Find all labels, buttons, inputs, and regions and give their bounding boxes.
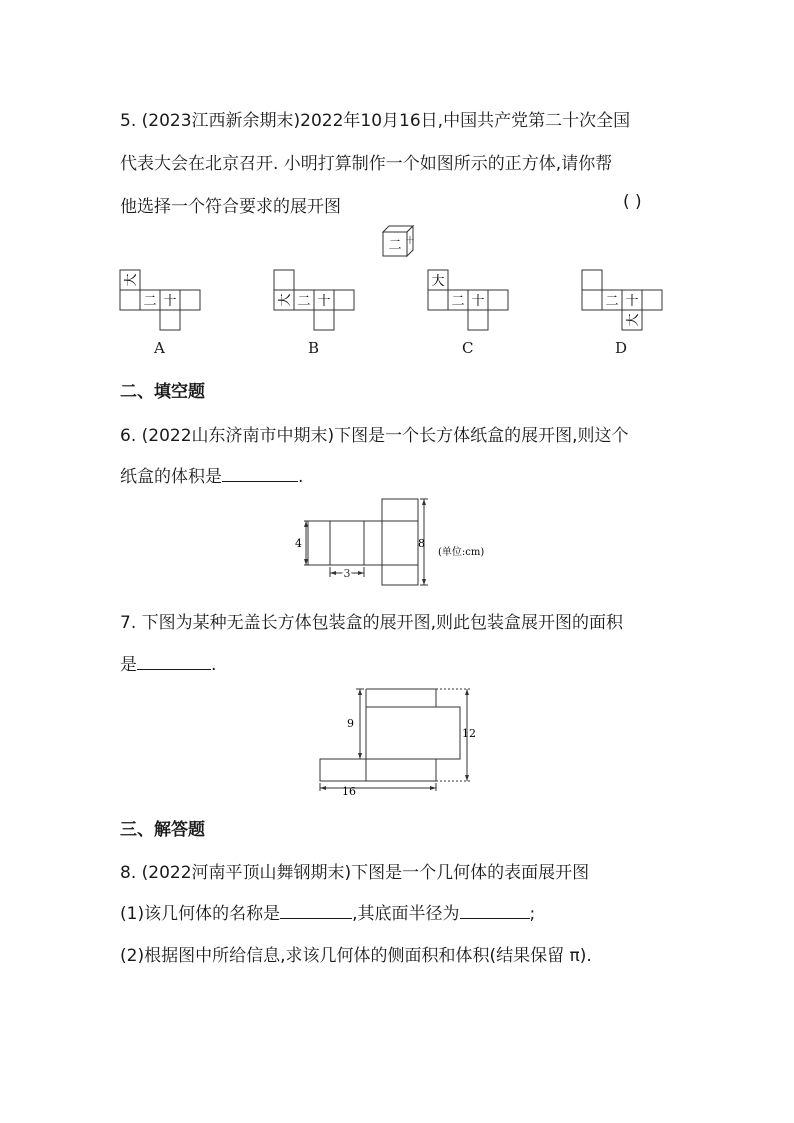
q8-name-blank[interactable] [280, 904, 352, 919]
q7-dim-left-label: 9 [347, 717, 354, 730]
option-c-cell-er: 二 [451, 294, 465, 309]
q5-answer-bracket: ( ) [623, 192, 642, 212]
option-a-label[interactable]: A [154, 339, 165, 357]
q8-line-3: (2)根据图中所给信息,求该几何体的侧面积和体积(结果保留 π). [120, 946, 592, 966]
q8-radius-blank[interactable] [460, 904, 530, 919]
q7-line-2-suffix: . [211, 655, 217, 675]
q7-line-1: 7. 下图为某种无盖长方体包装盒的展开图,则此包装盒展开图的面积 [120, 613, 624, 633]
option-d-cell-shi: 十 [625, 294, 639, 309]
section-fill-in-heading: 二、填空题 [120, 382, 205, 402]
option-c-cell-da: 大 [431, 274, 445, 289]
q6-dim-height-label: 4 [295, 537, 302, 550]
option-c-cell-shi: 十 [471, 294, 485, 309]
q5-option-c-net [428, 270, 508, 330]
option-b-label[interactable]: B [308, 339, 320, 357]
q5-option-b-net [274, 270, 354, 330]
option-d-cell-er: 二 [605, 294, 619, 309]
q7-dim-bottom-label: 16 [342, 785, 356, 798]
option-a-cell-er: 二 [143, 294, 157, 309]
q6-box-net-figure [296, 497, 506, 589]
q5-line-3: 他选择一个符合要求的展开图 [120, 197, 341, 217]
q8-line-2-part-c: ; [529, 904, 536, 924]
q6-dim-width-label: 3 [343, 567, 351, 580]
q6-line-2 [120, 462, 303, 487]
q6-answer-blank[interactable] [222, 467, 298, 482]
q8-line-1: 8. (2022河南平顶山舞钢期末)下图是一个几何体的表面展开图 [120, 863, 590, 883]
q7-line-2 [120, 650, 216, 675]
q7-box-net-figure [312, 683, 482, 799]
q7-answer-blank[interactable] [137, 655, 211, 670]
q6-line-2-suffix: . [298, 467, 304, 487]
q8-line-2 [120, 899, 535, 924]
q5-line-2: 代表大会在北京召开. 小明打算制作一个如图所示的正方体,请你帮 [120, 154, 613, 174]
q5-cube-figure [383, 226, 413, 256]
q8-line-2-part-a: (1)该几何体的名称是 [120, 904, 281, 924]
q6-line-1: 6. (2022山东济南市中期末)下图是一个长方体纸盒的展开图,则这个 [120, 426, 629, 446]
cube-side-char: 十 [406, 236, 414, 245]
q8-line-2-part-b: ,其底面半径为 [352, 904, 460, 924]
q6-dim-total-label: 8 [418, 537, 425, 550]
cube-front-char: 二 [388, 238, 402, 253]
q7-dim-right-label: 12 [462, 727, 476, 740]
q5-option-a-net [120, 270, 200, 330]
option-d-label[interactable]: D [615, 339, 628, 357]
option-c-label[interactable]: C [462, 339, 474, 357]
q7-line-2-prefix: 是 [120, 655, 137, 675]
option-b-cell-er: 二 [297, 294, 311, 309]
option-b-cell-shi: 十 [317, 294, 331, 309]
q5-option-d-net [582, 270, 662, 330]
option-d-cell-da: 大 [626, 313, 641, 327]
q5-line-1: 5. (2023江西新余期末)2022年10月16日,中国共产党第二十次全国 [120, 111, 631, 131]
q6-line-2-prefix: 纸盒的体积是 [120, 467, 222, 487]
option-a-cell-shi: 十 [163, 294, 177, 309]
option-a-cell-da: 大 [124, 273, 139, 287]
q6-unit-note: (单位:cm) [438, 547, 485, 558]
section-solve-heading: 三、解答题 [120, 820, 205, 840]
option-b-cell-da: 大 [278, 293, 293, 307]
